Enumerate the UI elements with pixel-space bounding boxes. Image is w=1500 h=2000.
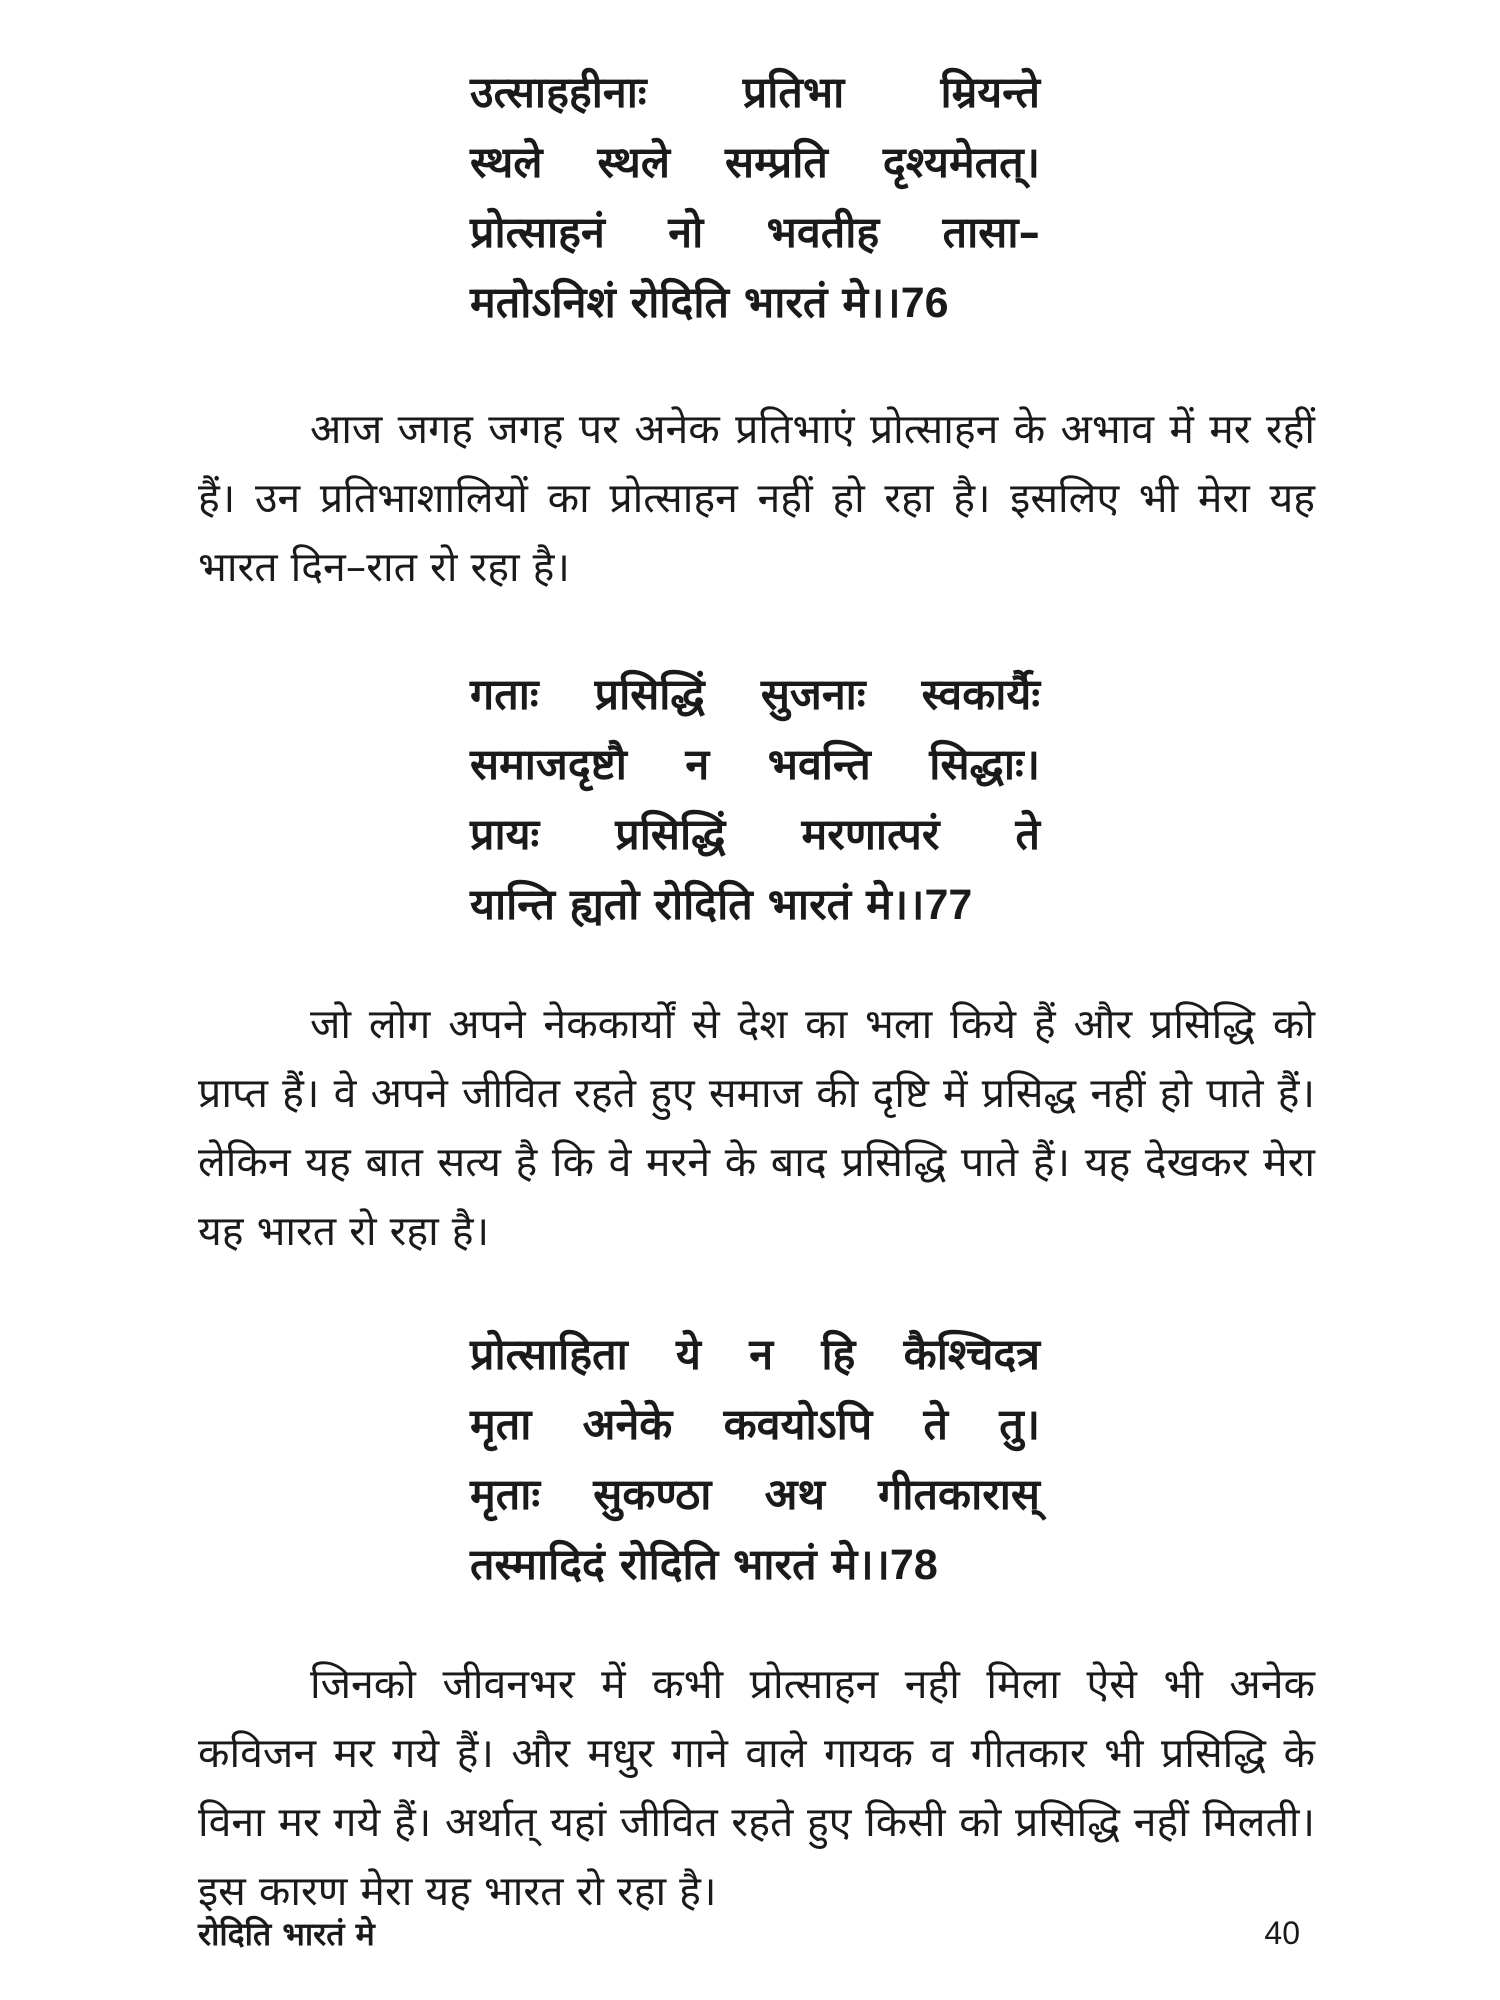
verse-number: 76 xyxy=(900,279,949,327)
verse-number: 77 xyxy=(924,881,973,929)
verse-line: यान्ति ह्यतो रोदिति भारतं मे।। xyxy=(470,880,925,930)
verse-line-last xyxy=(470,1530,1040,1600)
verse-line: प्रोत्साहिता ये न हि कैश्चिदत्र xyxy=(470,1330,1040,1380)
verse-line-last xyxy=(470,870,1040,940)
verse-line: मृताः सुकण्ठा अथ गीतकारास् xyxy=(470,1470,1040,1520)
verse-line: तस्मादिदं रोदिति भारतं मे।। xyxy=(470,1540,890,1590)
verse-line-last xyxy=(470,268,1040,338)
verse-line: मतोऽनिशं रोदिति भारतं मे।। xyxy=(470,278,901,328)
verse-76 xyxy=(470,58,1040,338)
verse-line: स्थले स्थले सम्प्रति दृश्यमेतत्। xyxy=(470,138,1040,188)
verse-78 xyxy=(470,1320,1040,1600)
running-footer-title: रोदिति भारतं मे xyxy=(198,1915,375,1953)
verse-line: उत्साहहीनाः प्रतिभा म्रियन्ते xyxy=(470,68,1040,118)
commentary-paragraph: जो लोग अपने नेककार्यों से देश का भला किये हैं और प्रसिद्धि को प्राप्त हैं। वे अपने जीवित रहते हुए समाज की दृष्टि में प्रसिद्ध नहीं हो पाते हैं। लेकिन यह बात सत्य है कि वे मरने के बाद प्रसिद्धि पाते हैं। यह देखकर मेरा यह भारत रो रहा है। xyxy=(198,1000,1315,1255)
verse-number: 78 xyxy=(889,1541,938,1589)
verse-line: मृता अनेके कवयोऽपि ते तु। xyxy=(470,1400,1040,1450)
verse-line: प्रोत्साहनं नो भवतीह तासा– xyxy=(470,208,1040,258)
commentary-paragraph: आज जगह जगह पर अनेक प्रतिभाएं प्रोत्साहन के अभाव में मर रहीं हैं। उन प्रतिभाशालियों का प्रोत्साहन नहीं हो रहा है। इसलिए भी मेरा यह भारत दिन–रात रो रहा है। xyxy=(198,405,1315,591)
verse-line: गताः प्रसिद्धिं सुजनाः स्वकार्यैः xyxy=(470,670,1040,720)
verse-line: प्रायः प्रसिद्धिं मरणात्परं ते xyxy=(470,810,1040,860)
commentary-paragraph: जिनको जीवनभर में कभी प्रोत्साहन नही मिला ऐसे भी अनेक कविजन मर गये हैं। और मधुर गाने वाले गायक व गीतकार भी प्रसिद्धि के विना मर गये हैं। अर्थात् यहां जीवित रहते हुए किसी को प्रसिद्धि नहीं मिलती। इस कारण मेरा यह भारत रो रहा है। xyxy=(198,1660,1315,1915)
verse-line: समाजदृष्टौ न भवन्ति सिद्धाः। xyxy=(470,740,1040,790)
page-number: 40 xyxy=(1264,1915,1300,1951)
verse-77 xyxy=(470,660,1040,940)
